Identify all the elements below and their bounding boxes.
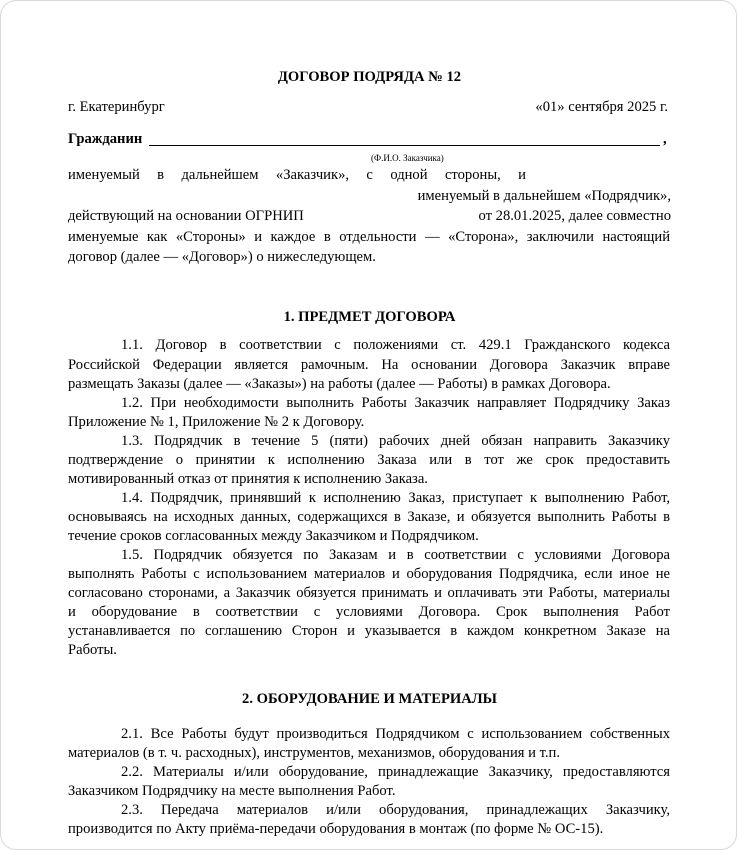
customer-name-blank xyxy=(149,145,660,146)
section-1-line: устанавливается по соглашению Сторон и указывается в каждом конкретном Заказе на xyxy=(68,623,670,639)
document-title: ДОГОВОР ПОДРЯДА № 12 xyxy=(277,69,462,85)
section-1-line: течение сроков согласованных между Заказчиком и Подрядчиком. xyxy=(68,528,479,544)
intro-line-1: именуемый в дальнейшем «Заказчик», с одной стороны, и xyxy=(68,167,526,183)
section-1-line: подтверждение о принятии к исполнению Заказа или в тот же срок предоставить xyxy=(68,452,670,468)
section-1-line: 1.4. Подрядчик, принявший к исполнению Заказ, приступает к выполнению Работ, xyxy=(121,490,670,506)
section-1-line: согласовано сторонами, а Заказчик обязуется принимать и оплачивать эти Работы, материалы xyxy=(68,585,670,601)
section-1-line: выполнять Работы с использованием материалов и оборудования Подрядчика, если иное не xyxy=(68,566,670,582)
section-2-title: 2. ОБОРУДОВАНИЕ И МАТЕРИАЛЫ xyxy=(242,691,497,707)
section-1-line: основываясь на исходных данных, содержащихся в Заказе, и обязуется выполнить Работы в xyxy=(68,509,670,525)
section-1-title: 1. ПРЕДМЕТ ДОГОВОРА xyxy=(283,309,456,325)
section-2-line: Заказчиком Подрядчику на месте выполнения Работ. xyxy=(68,783,396,799)
section-1-line: 1.5. Подрядчик обязуется по Заказам и в соответствии с условиями Договора xyxy=(121,547,670,563)
contract-date: «01» сентября 2025 г. xyxy=(535,99,668,115)
section-2-line: материалов (в т. ч. расходных), инструментов, механизмов, оборудования и т.п. xyxy=(68,745,560,761)
section-1-line: 1.3. Подрядчик в течение 5 (пяти) рабочих дней обязан направить Заказчику xyxy=(121,433,670,449)
citizen-comma: , xyxy=(663,131,667,147)
city: г. Екатеринбург xyxy=(68,99,165,115)
section-2-line: 2.2. Материалы и/или оборудование, принадлежащие Заказчику, предоставляются xyxy=(121,764,670,780)
section-1-line: Приложение № 1, Приложение № 2 к Договору. xyxy=(68,414,365,430)
section-1-line: мотивированный отказ от принятия к исполнению Заказа. xyxy=(68,471,428,487)
intro-line-3-right: от 28.01.2025, далее совместно xyxy=(478,208,671,224)
section-1-line: Работы. xyxy=(68,642,117,658)
fio-caption: (Ф.И.О. Заказчика) xyxy=(371,153,444,163)
intro-line-2: именуемый в дальнейшем «Подрядчик», xyxy=(417,188,671,204)
citizen-label: Гражданин xyxy=(68,131,143,147)
section-1-line: Российской Федерации является рамочным. На основании Договора Заказчик вправе xyxy=(68,357,670,373)
section-1-line: и оборудование в соответствии с условиями Договора. Срок выполнения Работ xyxy=(68,604,670,620)
section-2-line: 2.1. Все Работы будут производиться Подрядчиком с использованием собственных xyxy=(121,726,670,742)
section-2-line: производится по Акту приёма-передачи оборудования в монтаж (по форме № ОС-15). xyxy=(68,821,604,837)
intro-line-5: договор (далее — «Договор») о нижеследующем. xyxy=(68,249,376,265)
section-2-line: 2.3. Передача материалов и/или оборудования, принадлежащих Заказчику, xyxy=(121,802,670,818)
section-1-line: 1.2. При необходимости выполнить Работы Заказчик направляет Подрядчику Заказ xyxy=(121,395,670,411)
section-1-line: размещать Заказы (далее — «Заказы») на работы (далее — Работы) в рамках Договора. xyxy=(68,376,611,392)
intro-line-3-left: действующий на основании ОГРНИП xyxy=(68,208,304,224)
section-1-line: 1.1. Договор в соответствии с положениями ст. 429.1 Гражданского кодекса xyxy=(121,337,670,353)
intro-line-4: именуемые как «Стороны» и каждое в отдельности — «Сторона», заключили настоящий xyxy=(68,229,670,245)
